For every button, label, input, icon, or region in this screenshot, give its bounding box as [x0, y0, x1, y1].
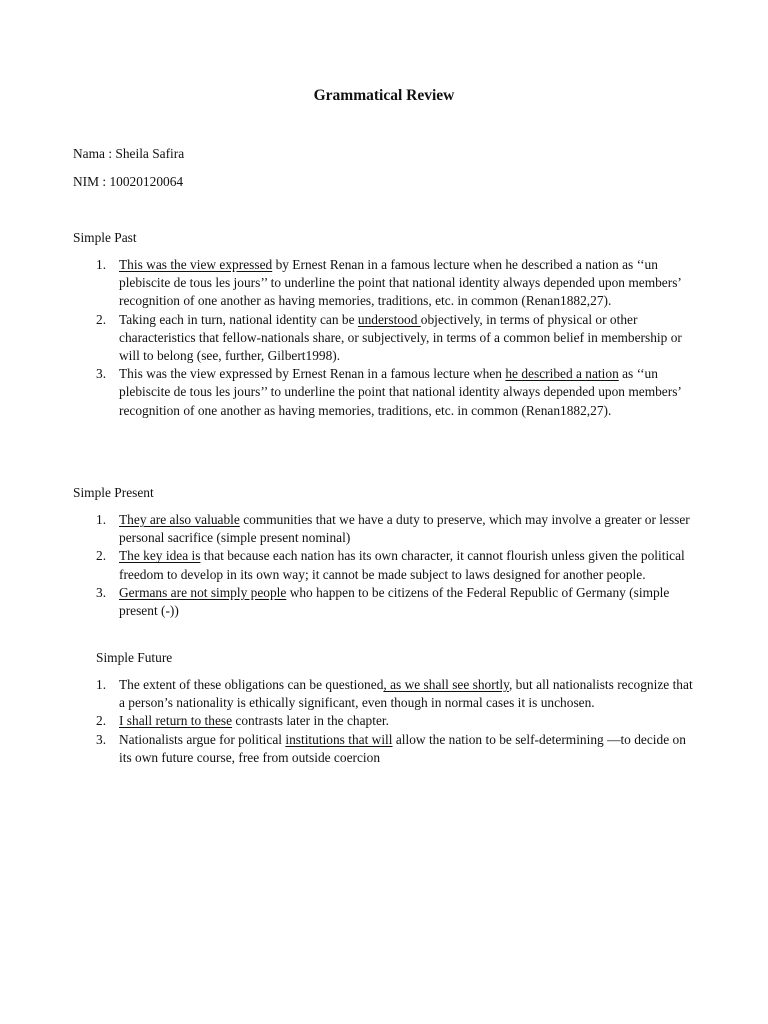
list-item-number: 3. — [96, 584, 107, 600]
list-item-text — [119, 713, 389, 728]
underlined-phrase: Germans are not simply people — [119, 584, 287, 600]
simple-past-list — [96, 256, 698, 420]
text-segment: communities that we have a duty to preserve, which may involve a greater or lesser personal sacrifice (simple present nominal) — [119, 512, 690, 546]
text-segment: that because each nation has its own character, it cannot flourish unless given the political freedom to develop in its own way; it cannot be made subject to laws designed for another people. — [119, 548, 685, 582]
list-item-number: 2. — [96, 713, 107, 729]
text-segment: as ‘‘un plebiscite de tous les jours’’ to underline the point that national identity always depended upon members’ recognition of one another as having memories, traditions, etc. in common (Renan1882,27). — [119, 366, 681, 418]
underlined-phrase: They are also valuable — [119, 512, 240, 527]
text-segment: The extent of these obligations can be questioned — [119, 677, 384, 692]
list-item — [96, 365, 698, 420]
list-item — [96, 712, 698, 730]
list-item-number: 3. — [96, 731, 107, 747]
section-heading-simple-future: Simple Future — [96, 650, 173, 665]
student-name: Nama : Sheila Safira — [73, 146, 185, 161]
list-item-number: 2. — [96, 548, 107, 564]
simple-future-list — [96, 676, 698, 767]
text-segment: objectively, in terms of physical or other characteristics that fellow-nationals share, or subjectively, in terms of a common belief in membership or will to belong (see, further, Gilbert1998). — [119, 311, 682, 364]
list-item-number: 1. — [96, 677, 107, 692]
list-item-text — [119, 257, 681, 308]
list-item — [96, 511, 691, 547]
list-item — [96, 731, 698, 767]
list-item-text — [119, 366, 681, 417]
list-item-number: 1. — [96, 512, 107, 527]
text-segment: contrasts later in the chapter. — [232, 713, 389, 729]
list-item-number: 1. — [96, 257, 107, 272]
underlined-phrase: I shall return to these — [119, 713, 233, 729]
section-heading-simple-past: Simple Past — [73, 230, 137, 245]
list-item — [96, 547, 691, 583]
page-title: Grammatical Review — [313, 87, 455, 104]
text-segment: This was the view expressed by Ernest Renan in a famous lecture when — [119, 366, 506, 382]
simple-present-list — [96, 511, 691, 620]
underlined-phrase: This was the view expressed — [119, 257, 273, 272]
underlined-phrase: The key idea is — [119, 548, 201, 564]
list-item — [96, 311, 698, 366]
list-item-text — [119, 512, 690, 545]
text-segment: Taking each in turn, national identity can be — [119, 311, 358, 327]
underlined-phrase: , as we shall see shortly — [383, 677, 509, 692]
text-segment: , but all nationalists recognize that a person’s nationality is ethically significant, even though in normal cases it is unchosen. — [119, 677, 693, 711]
student-nim: NIM : 10020120064 — [73, 174, 184, 189]
list-item — [96, 584, 691, 620]
text-segment: Nationalists argue for political — [119, 731, 286, 747]
section-heading-simple-present: Simple Present — [73, 485, 154, 500]
text-segment: by Ernest Renan in a famous lecture when he described a nation as ‘‘un plebiscite de tous les jours’’ to underline the point that national identity always depended upon members’ recognition of one another as having memories, traditions, etc. in common (Renan1882,27). — [119, 257, 681, 309]
list-item-text — [119, 585, 669, 618]
list-item-text — [119, 677, 693, 710]
list-item-number: 2. — [96, 311, 107, 327]
list-item-text — [119, 732, 686, 765]
text-segment: who happen to be citizens of the Federal Republic of Germany (simple present (-)) — [119, 584, 670, 619]
list-item-number: 3. — [96, 366, 107, 382]
list-item-text — [119, 312, 682, 363]
underlined-phrase: understood — [357, 311, 421, 327]
list-item — [96, 676, 698, 712]
list-item — [96, 256, 698, 311]
underlined-phrase: he described a nation — [505, 366, 619, 382]
list-item-text — [119, 548, 685, 581]
underlined-phrase: institutions that will — [285, 731, 393, 747]
text-segment: allow the nation to be self-determining —to decide on its own future course, free from outside coercion — [119, 731, 686, 765]
